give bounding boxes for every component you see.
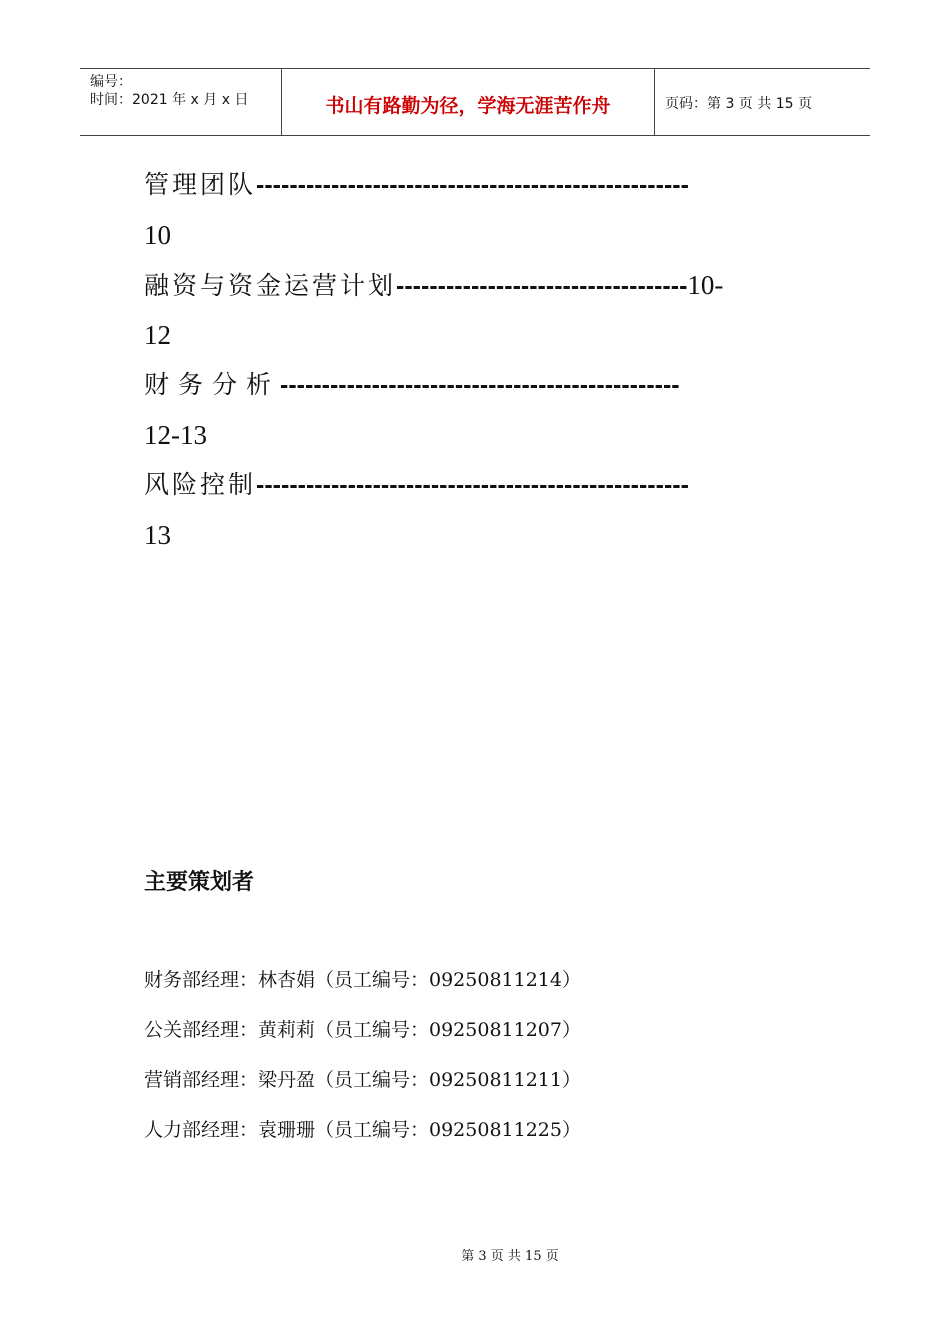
- toc-entry-title: 融资与资金运营计划: [144, 271, 397, 300]
- header-motto: 书山有路勤为径，学海无涯苦作舟: [282, 69, 655, 135]
- toc-leader-dots: -----------------------------------: [396, 272, 688, 300]
- toc-entry-title: 财务分析: [144, 370, 281, 399]
- planner-row: 营销部经理：梁丹盈（员工编号：09250811211）: [144, 1069, 581, 1091]
- toc-entry-financial-analysis: [144, 360, 809, 410]
- header-date-label: 时间：2021 年 x 月 x 日: [90, 92, 249, 108]
- page-footer: 第 3 页 共 15 页: [461, 1249, 559, 1264]
- toc-leader-dots: ----------------------------------------------------: [256, 171, 689, 199]
- table-of-contents: [144, 160, 809, 560]
- toc-entry-pages: 13: [144, 520, 171, 550]
- toc-entry-pages: 12-13: [144, 420, 207, 450]
- toc-leader-dots: ----------------------------------------------------: [256, 471, 689, 499]
- planners-list: [144, 962, 581, 1162]
- toc-entry-pages-inline: 10-: [687, 270, 724, 300]
- planner-row: 公关部经理：黄莉莉（员工编号：09250811207）: [144, 1019, 581, 1041]
- planners-heading: 主要策划者: [144, 870, 255, 895]
- planner-row: 财务部经理：林杏娟（员工编号：09250811214）: [144, 969, 581, 991]
- toc-entry-risk-control: [144, 460, 809, 510]
- toc-entry-pages: 12: [144, 320, 171, 350]
- toc-leader-dots: ------------------------------------------------: [280, 371, 680, 399]
- planner-row: 人力部经理：袁珊珊（员工编号：09250811225）: [144, 1119, 581, 1141]
- header-meta: [80, 69, 282, 135]
- toc-entry-pages: 10: [144, 220, 171, 250]
- toc-entry-title: 管理团队: [144, 170, 257, 199]
- toc-entry-title: 风险控制: [144, 470, 257, 499]
- page-header: [80, 68, 870, 136]
- header-number-label: 编号：: [90, 74, 132, 90]
- toc-entry-financing-plan: [144, 260, 809, 310]
- toc-entry-management-team: [144, 160, 809, 210]
- header-page-label: 页码：第 3 页 共 15 页: [665, 96, 812, 112]
